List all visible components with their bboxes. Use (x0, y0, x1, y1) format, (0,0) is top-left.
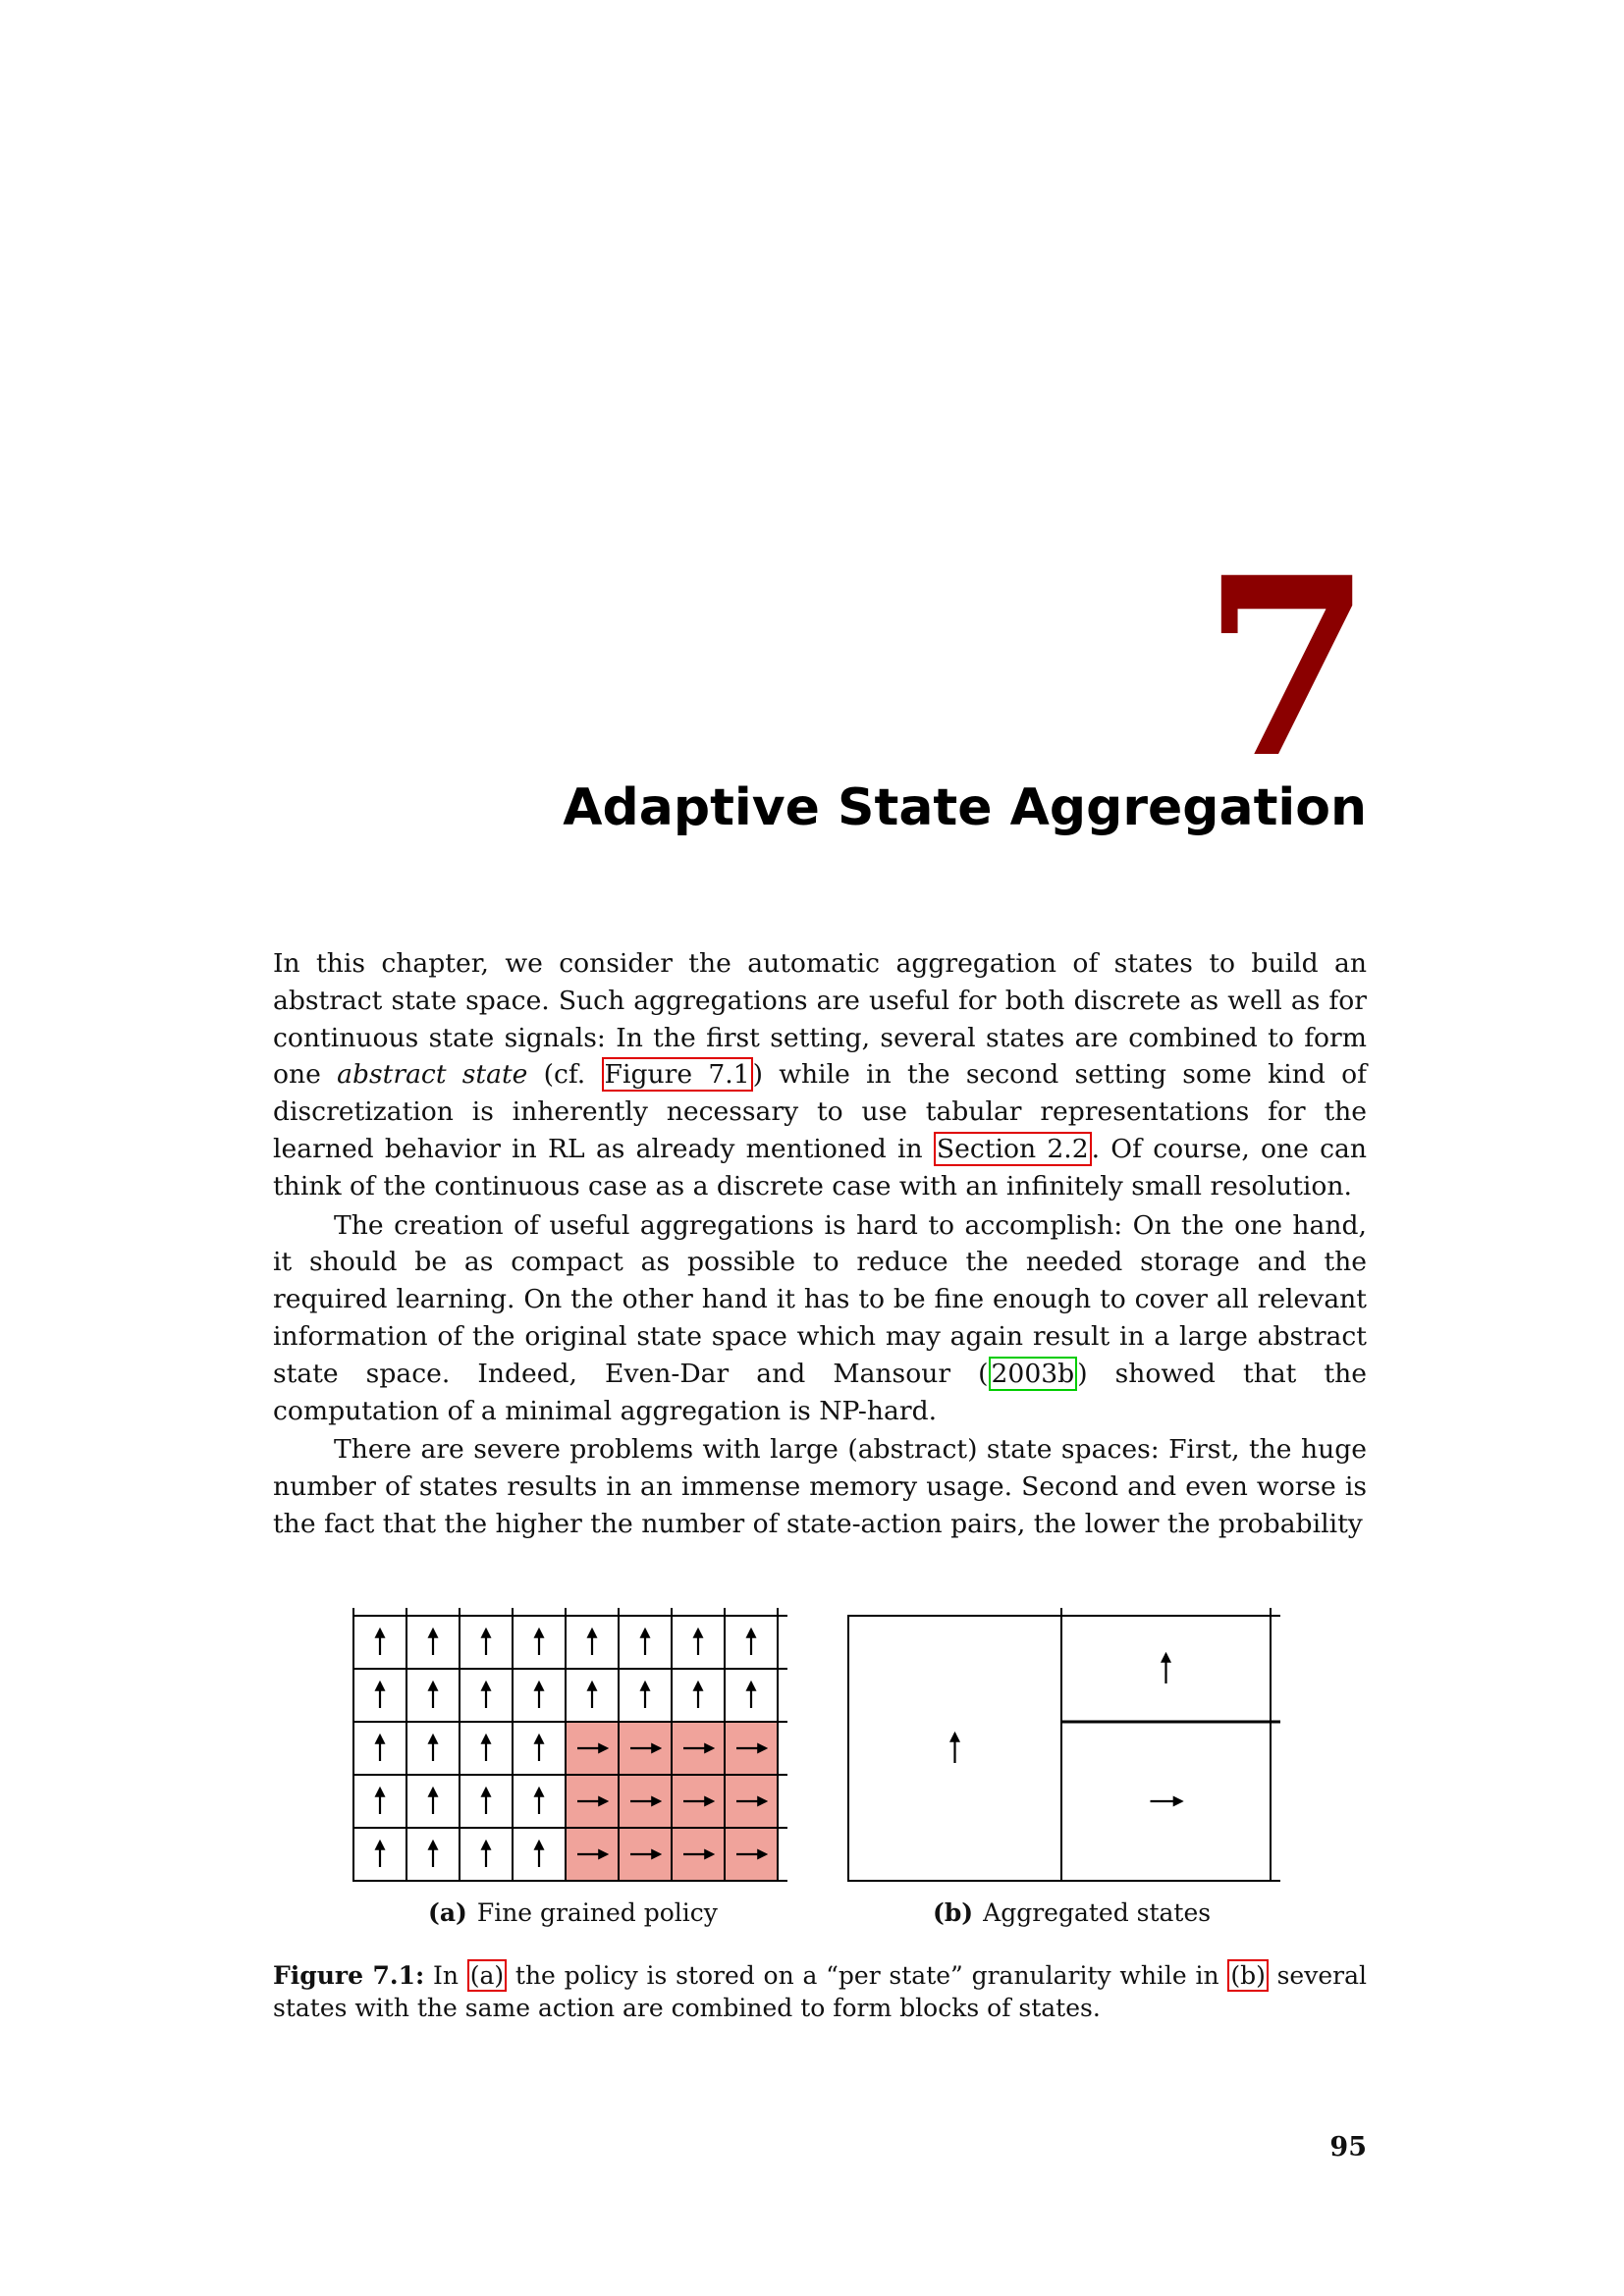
emphasis: abstract state (337, 1059, 528, 1091)
subfigure-a-link[interactable]: (a) (467, 1959, 507, 1992)
aggregated-states-figure (842, 1606, 1294, 1887)
citation-link[interactable]: 2003b (989, 1357, 1078, 1391)
paragraph-2: The creation of useful aggregations is hard to accomplish: On the one hand, it should be as compact as possible to reduce the needed storage and the required learning. On the other hand it has to be fine enough to cover all relevant information of the original state space which may again result in a large abstract state space. Indeed, Even-Dar and Mansour ( 2003b ) showed that the computation of a minimal aggregation is NP-hard. (273, 1209, 1367, 1426)
paragraph-3: There are severe problems with large (abstract) state spaces: First, the huge number of states results in an immense memory usage. Second and even worse is the fact that the higher the number of state-action pairs, the lower the probability (273, 1434, 1367, 1539)
page-number: 95 (1329, 2132, 1367, 2163)
figure-7-1-link[interactable]: Figure 7.1 (602, 1057, 753, 1092)
body-text (273, 945, 1367, 1543)
figure-caption: Figure 7.1: In (a) the policy is stored on a “per state” granularity while in (b) several states with the same action are combined to form blocks of states. (273, 1961, 1367, 2022)
subcaption-a: (a) Fine grained policy (428, 1898, 718, 1927)
chapter-title: Adaptive State Aggregation (563, 778, 1367, 837)
subfigure-b-link[interactable]: (b) (1227, 1959, 1269, 1992)
fine-grained-policy-figure (346, 1606, 793, 1887)
left-block (848, 1616, 1271, 1881)
chapter-number: 7 (1202, 523, 1373, 812)
section-2-2-link[interactable]: Section 2.2 (934, 1132, 1092, 1166)
subcaption-b: (b) Aggregated states (933, 1898, 1212, 1927)
paragraph-1: In this chapter, we consider the automatic aggregation of states to build an abstract state space. Such aggregations are useful for both discrete as well as for continuous state signals: In the first setting, several states are combined to form one abstract state (cf. Figure 7.1 ) while in the second setting some kind of discretization is inherently necessary to use tabular representations for the learned behavior in RL as already mentioned in Section 2.2 . Of course, one can think of the continuous case as a discrete case with an infinitely small resolution. (273, 948, 1367, 1201)
